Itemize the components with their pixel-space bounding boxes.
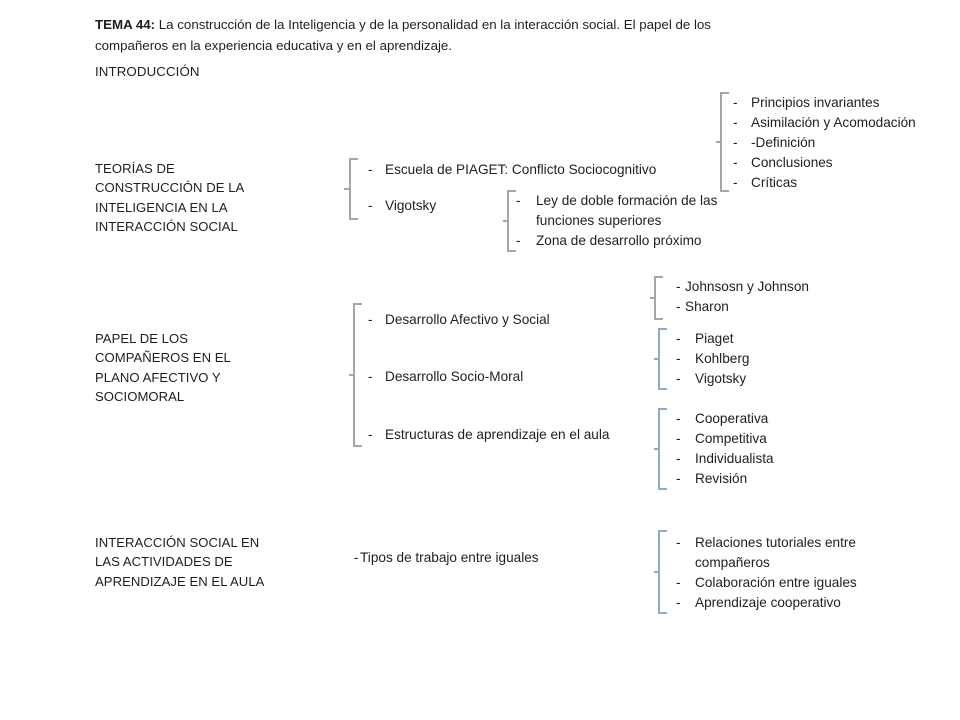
list-dash: - [676, 575, 681, 590]
list-dash: - [368, 198, 373, 213]
list-dash: - [733, 135, 738, 150]
list-item [733, 113, 953, 133]
document-title [95, 14, 785, 56]
list-item-label: Cooperativa [695, 411, 769, 426]
list-dash: - [676, 431, 681, 446]
list-item-label: -Definición [751, 135, 816, 150]
group-socio-moral-autores [676, 329, 906, 389]
list-item [676, 349, 906, 369]
list-dash: - [368, 427, 373, 442]
node-label: Desarrollo Socio-Moral [385, 369, 524, 384]
introduccion-heading: INTRODUCCIÓN [95, 64, 200, 79]
list-dash: - [368, 369, 373, 384]
list-item-label: Aprendizaje cooperativo [695, 595, 841, 610]
list-item [733, 153, 953, 173]
list-item-label: Competitiva [695, 431, 767, 446]
node-desarrollo-socio-moral [368, 367, 523, 387]
list-item [516, 231, 726, 251]
list-dash: - [354, 550, 359, 565]
node-escuela-piaget [368, 160, 656, 180]
list-item [516, 191, 726, 231]
group-vigotsky-detalles [516, 191, 726, 251]
list-dash: - [676, 279, 681, 294]
group-estructuras-aprendizaje [676, 409, 906, 489]
list-item [676, 329, 906, 349]
section-heading-papel-companeros: PAPEL DE LOS COMPAÑEROS EN EL PLANO AFECTIVO Y SOCIOMORAL [95, 331, 231, 404]
list-dash: - [676, 351, 681, 366]
section-heading-interaccion-aula: INTERACCIÓN SOCIAL EN LAS ACTIVIDADES DE APRENDIZAJE EN EL AULA [95, 535, 265, 589]
list-dash: - [676, 535, 681, 550]
list-item [676, 277, 906, 297]
list-item [733, 93, 953, 113]
list-item-label: Individualista [695, 451, 774, 466]
node-tipos-trabajo [354, 548, 539, 568]
list-dash: - [733, 95, 738, 110]
list-item-label: Piaget [695, 331, 734, 346]
tema-number: TEMA 44: [95, 17, 156, 32]
node-label: Estructuras de aprendizaje en el aula [385, 427, 610, 442]
list-dash: - [676, 451, 681, 466]
list-item [676, 369, 906, 389]
list-item-label: Críticas [751, 175, 798, 190]
list-item [733, 133, 953, 153]
node-estructuras-aprendizaje [368, 425, 609, 445]
list-dash: - [676, 471, 681, 486]
list-item-label: Conclusiones [751, 155, 833, 170]
list-dash: - [676, 595, 681, 610]
list-dash: - [676, 411, 681, 426]
list-dash: - [733, 175, 738, 190]
list-dash: - [733, 115, 738, 130]
list-item-label: Revisión [695, 471, 748, 486]
list-item-label: Ley de doble formación de las funciones superiores [536, 193, 718, 228]
group-tipos-trabajo-detalles [676, 533, 896, 613]
list-item-label: Relaciones tutoriales entre compañeros [695, 535, 856, 570]
list-dash: - [516, 233, 521, 248]
node-label: Desarrollo Afectivo y Social [385, 312, 550, 327]
list-item [676, 409, 906, 429]
list-item [676, 593, 896, 613]
tema-title-text: La construcción de la Inteligencia y de la personalidad en la interacción social. El papel de los compañeros en la experiencia educativa y en el aprendizaje. [95, 17, 711, 53]
list-dash: - [676, 331, 681, 346]
list-item [676, 469, 906, 489]
list-dash: - [368, 312, 373, 327]
list-item [676, 297, 906, 317]
section-heading-teorias: TEORÍAS DE CONSTRUCCIÓN DE LA INTELIGENCIA EN LA INTERACCIÓN SOCIAL [95, 161, 244, 234]
group-afectivo-social-autores [676, 277, 906, 317]
list-item-label: Principios invariantes [751, 95, 880, 110]
node-label: Escuela de PIAGET: Conflicto Sociocognitivo [385, 162, 657, 177]
list-item [676, 573, 896, 593]
list-item [676, 533, 896, 573]
list-item-label: Johnsosn y Johnson [685, 279, 809, 294]
list-dash: - [676, 299, 681, 314]
node-desarrollo-afectivo-social [368, 310, 550, 330]
list-item-label: Colaboración entre iguales [695, 575, 857, 590]
node-vigotsky [368, 196, 436, 216]
list-dash: - [733, 155, 738, 170]
node-label: Tipos de trabajo entre iguales [360, 550, 539, 565]
list-item [676, 429, 906, 449]
node-label: Vigotsky [385, 198, 437, 213]
list-item-label: Sharon [685, 299, 729, 314]
list-dash: - [676, 371, 681, 386]
list-item [676, 449, 906, 469]
list-dash: - [368, 162, 373, 177]
list-dash: - [516, 193, 521, 208]
list-item-label: Asimilación y Acomodación [751, 115, 916, 130]
group-piaget-detalles [733, 93, 953, 193]
list-item [733, 173, 953, 193]
list-item-label: Kohlberg [695, 351, 750, 366]
list-item-label: Zona de desarrollo próximo [536, 233, 702, 248]
list-item-label: Vigotsky [695, 371, 747, 386]
